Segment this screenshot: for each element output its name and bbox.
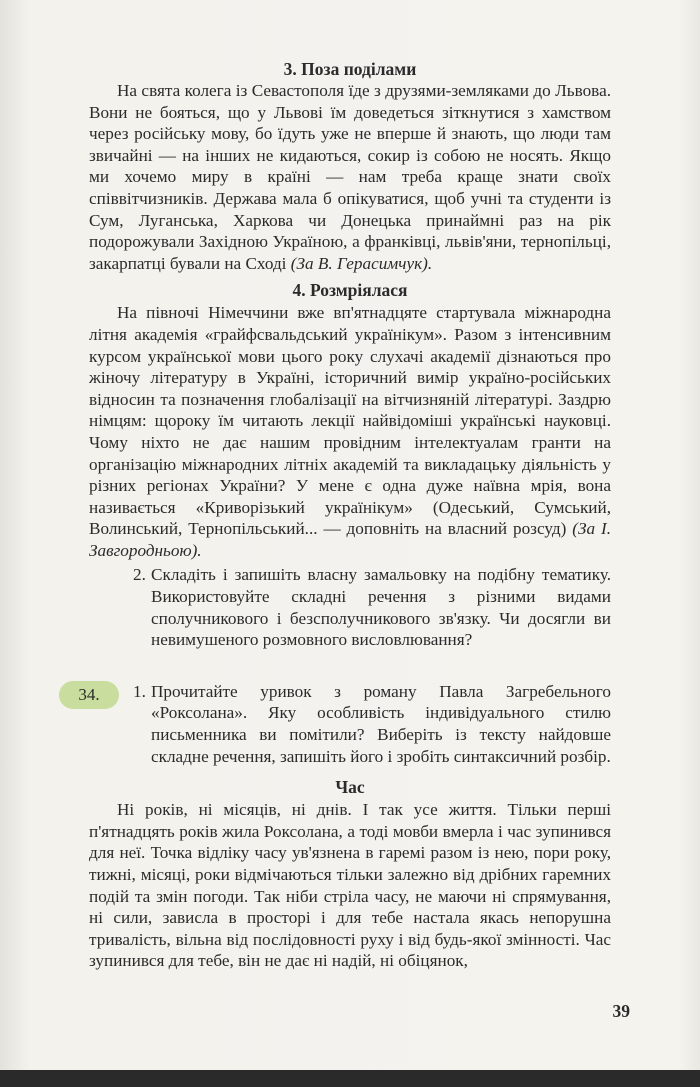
- scan-bottom-edge: [0, 1070, 700, 1087]
- section-4-body: На півночі Німеччини вже вп'ятнадцяте стартувала міжнародна літня академія «грайфсвальдський українікум». Разом з інтенсивним курсом української мови цього року слухачі академії дізнаються про жіночу літературу в Україні, історичний вимір україно-російських відносин та позначення глобалізації на вітчизняній літературі. Заздрю німцям: щороку їм читають лекції найвідоміші українські науковці. Чому ніхто не дає нашим провідним інтелектуалам гранти на організацію міжнародних літніх академій та викладацьку діяльність у різних регіонах України? У мене є одна дуже наївна мрія, вона називається «Криворізький українікум» (Одеський, Сумський, Волинський, Тернопільський... — доповніть на власний розсуд): [89, 303, 611, 539]
- task-2-text: Складіть і запишіть власну замальовку на подібну тематику. Використовуйте складні речення з різними видами сполучникового і безсполучникового зв'язку. Чи досягли ви невимушеного розмовного висловлювання?: [151, 565, 611, 650]
- section-3-title: 3. Поза поділами: [283, 59, 417, 79]
- page-number: 39: [612, 1001, 630, 1021]
- task-2-number: 2.: [133, 565, 146, 585]
- section-3-text: [89, 80, 611, 274]
- exercise-number-badge: 34.: [59, 681, 119, 709]
- section-3-source: (За В. Герасимчук).: [290, 253, 433, 273]
- chas-excerpt: [89, 776, 611, 972]
- exercise-34-task-number: 1.: [133, 681, 146, 701]
- section-4-text: [89, 302, 611, 561]
- exercise-34: [78, 681, 611, 767]
- section-4-title: 4. Розмріялася: [292, 280, 408, 301]
- section-4-source: (За І. Завгородньою).: [89, 519, 611, 560]
- page-content: [78, 58, 611, 972]
- task-2: [133, 564, 611, 650]
- exercise-34-task-text: Прочитайте уривок з роману Павла Загребельного «Роксолана». Яку особливість індивідуального стилю письменника ви помітили? Виберіть із тексту найдовше складне речення, запишіть його і зробіть синтаксичний розбір.: [151, 681, 611, 766]
- chas-text: Ні років, ні місяців, ні днів. І так усе життя. Тільки перші п'ятнадцять років жила Роксолана, а тоді мовби вмерла і час зупинився для неї. Точка відліку часу ув'язнена в гаремі разом із нею, пори року, тижні, місяці, роки відмічаються тільки залежно від дрібних гаремних подій та змін погоди. Так ніби стріла часу, не маючи ні спрямування, ні сили, зависла в просторі і для тебе настала якась непорушна тривалість, вільна від послідовності руху і від будь-якої змінності. Час зупинився для тебе, він не дає ні надій, ні обіцянок,: [89, 800, 611, 971]
- chas-title: Час: [335, 777, 365, 798]
- section-4: [89, 279, 611, 561]
- section-3: [89, 58, 611, 274]
- exercise-34-task-1: [133, 681, 611, 767]
- section-3-body: На свята колега із Севастополя їде з друзями-земляками до Львова. Вони не бояться, що у Львові їм доведеться зіткнутися з хамством через російську мову, бо їдуть уже не вперше й знають, що люди там звичайні — на інших не кидаються, сокир із собою не носять. Якщо ми хочемо миру в країні — нам треба краще знати своїх співвітчизників. Держава мала б опікуватися, щоб учні та студенти із Сум, Луганська, Харкова чи Донецька принаймні раз на рік подорожували Західною Україною, а франківці, львів'яни, тернопільці, закарпатці бували на Сході: [89, 81, 611, 273]
